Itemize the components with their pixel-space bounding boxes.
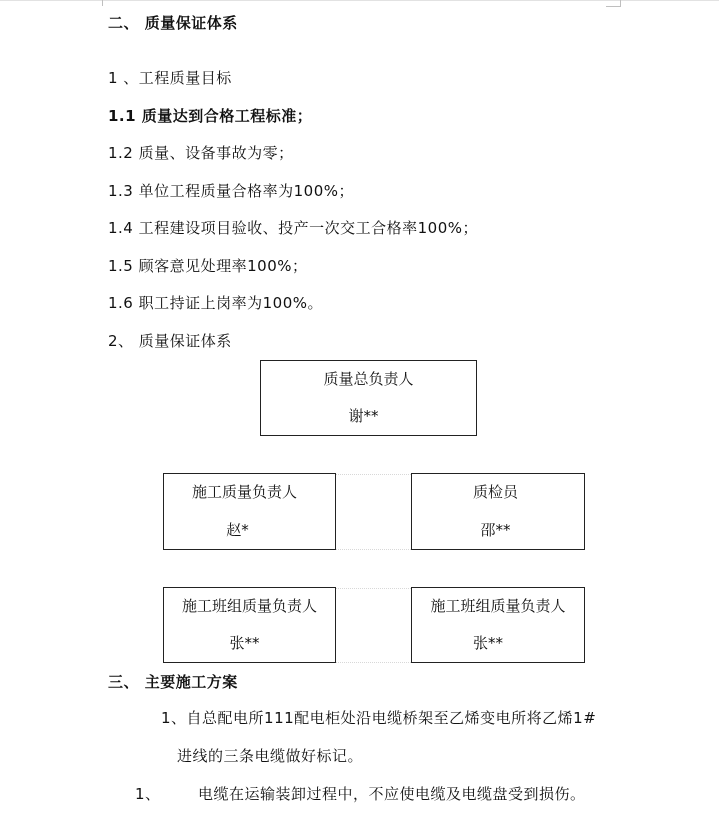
org-box-bottom-left: [163, 587, 336, 663]
para2-text: 电缆在运输装卸过程中，不应使电缆及电缆盘受到损伤。: [198, 785, 586, 803]
goal-1-1: 1.1 质量达到合格工程标准；: [108, 107, 313, 125]
goal-1-3: 1.3 单位工程质量合格率为100%；: [108, 182, 355, 200]
org-person: 张**: [472, 634, 503, 652]
org-role: 施工班组质量负责人: [181, 597, 317, 615]
org-person: 张**: [229, 634, 260, 652]
org-box-top: [260, 360, 477, 436]
org-role: 质量总负责人: [323, 370, 414, 388]
section3-heading: 三、 主要施工方案: [108, 673, 238, 691]
goals-heading: 1 、工程质量目标: [108, 69, 232, 87]
page-margin-mark-right: [606, 0, 621, 7]
page-margin-mark-left: [102, 0, 103, 6]
org-box-bottom-right: [411, 587, 585, 663]
para2-number: 1、: [135, 785, 161, 803]
org-box-mid-left: [163, 473, 336, 550]
org-role: 施工质量负责人: [191, 483, 297, 501]
org-role: 质检员: [472, 483, 518, 501]
connector-mid: [335, 474, 411, 550]
org-box-mid-right: [411, 473, 585, 550]
para1-line2: 进线的三条电缆做好标记。: [177, 747, 364, 765]
system-heading: 2、 质量保证体系: [108, 332, 232, 350]
goal-1-4: 1.4 工程建设项目验收、投产一次交工合格率100%；: [108, 219, 479, 237]
goal-1-6: 1.6 职工持证上岗率为100%。: [108, 294, 324, 312]
org-role: 施工班组质量负责人: [430, 597, 566, 615]
org-person: 赵*: [226, 521, 249, 539]
org-person: 谢**: [348, 407, 379, 425]
section2-heading: 二、 质量保证体系: [108, 14, 238, 32]
goal-1-2: 1.2 质量、设备事故为零；: [108, 144, 294, 162]
org-person: 邵**: [480, 521, 511, 539]
para1-line1: 1、自总配电所111配电柜处沿电缆桥架至乙烯变电所将乙烯1#: [161, 709, 597, 727]
goal-1-5: 1.5 顾客意见处理率100%；: [108, 257, 308, 275]
